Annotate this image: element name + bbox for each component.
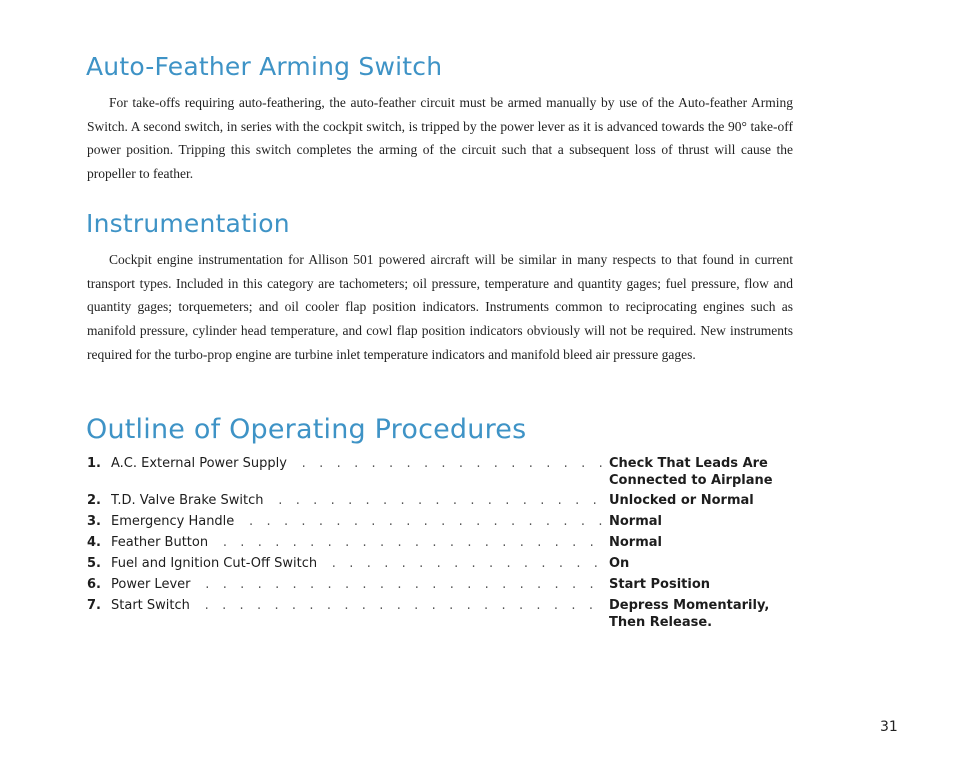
procedure-value: Normal [609, 513, 789, 530]
procedure-label: Power Lever . . . [111, 576, 607, 593]
procedure-number: 3. [87, 514, 101, 529]
page-number: 31 [880, 719, 898, 735]
procedure-label: Start Switch . . . [111, 597, 607, 614]
procedure-item [87, 555, 787, 575]
procedure-label: A.C. External Power Supply . . . [111, 455, 607, 472]
section-heading-instrumentation: Instrumentation [86, 209, 290, 238]
procedure-number: 2. [87, 493, 101, 508]
procedure-item [87, 576, 787, 596]
auto-feather-paragraph: For take-offs requiring auto-feathering, the auto-feather circuit must be armed manually by use of the Auto-feather Arming Switch. A second switch, in series with the cockpit switch, is tripped by the power lever as it is advanced towards the 90° take-off power position. Tripping this switch completes the arming of the circuit such that a subsequent loss of thrust will cause the propeller to feather. [87, 95, 793, 182]
procedure-item [87, 597, 787, 630]
procedure-number: 7. [87, 598, 101, 613]
procedure-label: T.D. Valve Brake Switch . . . [111, 492, 607, 509]
procedure-value: Start Position [609, 576, 789, 593]
procedure-number: 4. [87, 535, 101, 550]
procedure-label: Fuel and Ignition Cut-Off Switch . . . [111, 555, 607, 572]
procedure-value: Unlocked or Normal [609, 492, 789, 509]
procedure-value: Check That Leads Are Connected to Airplane [609, 455, 789, 489]
procedure-number: 5. [87, 556, 101, 571]
procedure-item [87, 492, 787, 512]
procedure-item [87, 455, 787, 488]
procedure-number: 1. [87, 456, 101, 471]
procedure-label: Emergency Handle . . . [111, 513, 607, 530]
instrumentation-paragraph: Cockpit engine instrumentation for Allison 501 powered aircraft will be similar in many respects to that found in current transport types. Included in this category are tachometers; oil pressure, temperature and quantity gages; fuel pressure, flow and quantity gages; torquemeters; and oil cooler flap position indicators. Instruments common to reciprocating engines such as manifold pressure, cylinder head temperature, and cowl flap position indicators obviously will not be required. New instruments required for the turbo-prop engine are turbine inlet temperature indicators and manifold bleed air pressure gages. [87, 252, 793, 362]
procedure-number: 6. [87, 577, 101, 592]
procedure-value: Depress Momentarily, Then Release. [609, 597, 789, 631]
procedure-item [87, 513, 787, 533]
procedure-item [87, 534, 787, 554]
procedure-value: Normal [609, 534, 789, 551]
procedure-value: On [609, 555, 789, 572]
section-heading-auto-feather: Auto-Feather Arming Switch [86, 52, 443, 81]
section-heading-outline: Outline of Operating Procedures [86, 414, 527, 445]
procedure-label: Feather Button . . . [111, 534, 607, 551]
